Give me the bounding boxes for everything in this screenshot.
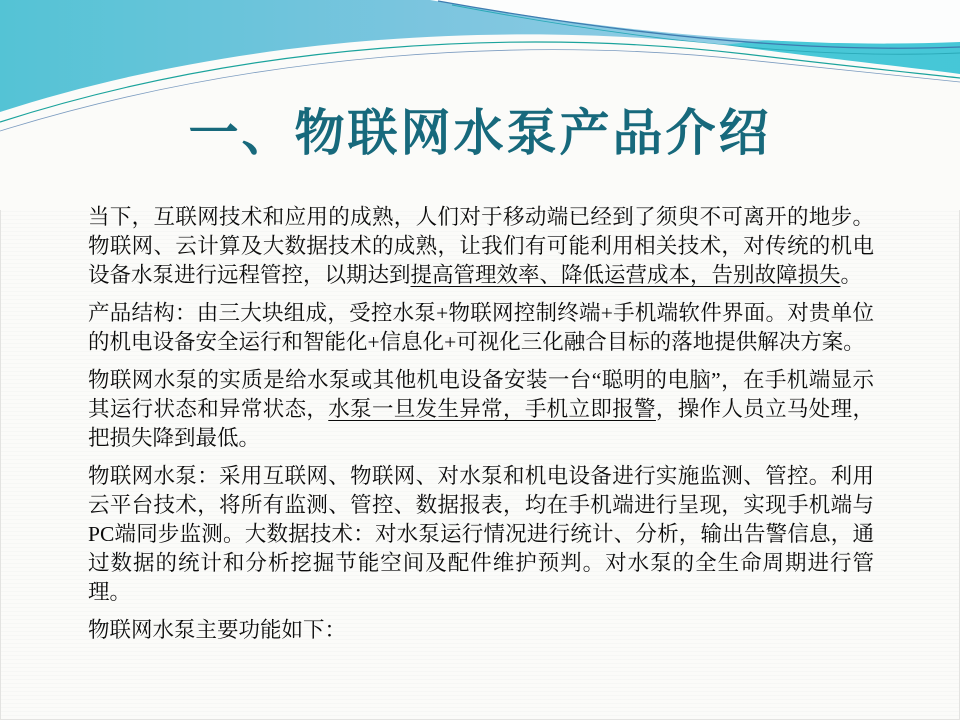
- body-text-segment: 物联网水泵：采用互联网、物联网、对水泵和机电设备进行实施监测、管控。利用云平台技术，将所有监测、管控、数据报表，均在手机端进行呈现，实现手机端与PC端同步监测。大数据技术：对水泵运行情况进行统计、分析，输出告警信息，通过数据的统计和分析挖掘节能空间及配件维护预判。对水泵的全生命周期进行管理。: [88, 464, 874, 604]
- body-text-segment: 。: [840, 263, 863, 287]
- body-text-segment: 产品结构：由三大块组成，受控水泵+物联网控制终端+手机端软件界面。对贵单位的机电设备安全运行和智能化+信息化+可视化三化融合目标的落地提供解决方案。: [88, 301, 874, 354]
- body-text-segment: 物联网水泵的实质是给水泵或其他机电设备安装一台“聪明的电脑”，在手机端显示其运行状态和异常状态，: [88, 368, 874, 421]
- body-paragraph: [88, 616, 874, 645]
- page-title: 一、物联网水泵产品介绍: [188, 105, 772, 161]
- body-paragraph: [88, 462, 874, 607]
- body-paragraph: [88, 203, 874, 290]
- body-text-segment: 物联网水泵主要功能如下：: [88, 618, 347, 642]
- underlined-text: 水泵一旦发生异常，手机立即报警: [328, 397, 656, 421]
- slide-body-text: [88, 203, 874, 654]
- underlined-text: 提高管理效率、降低运营成本，告别故障损失: [410, 263, 841, 287]
- body-text-segment: ，操作人员立马处理，把损失降到最低。: [88, 397, 874, 450]
- body-text-segment: 当下，互联网技术和应用的成熟，人们对于移动端已经到了须臾不可离开的地步。物联网、云计算及大数据技术的成熟，让我们有可能利用相关技术，对传统的机电设备水泵进行远程管控，以期达到: [88, 205, 874, 287]
- body-paragraph: [88, 366, 874, 453]
- body-paragraph: [88, 299, 874, 357]
